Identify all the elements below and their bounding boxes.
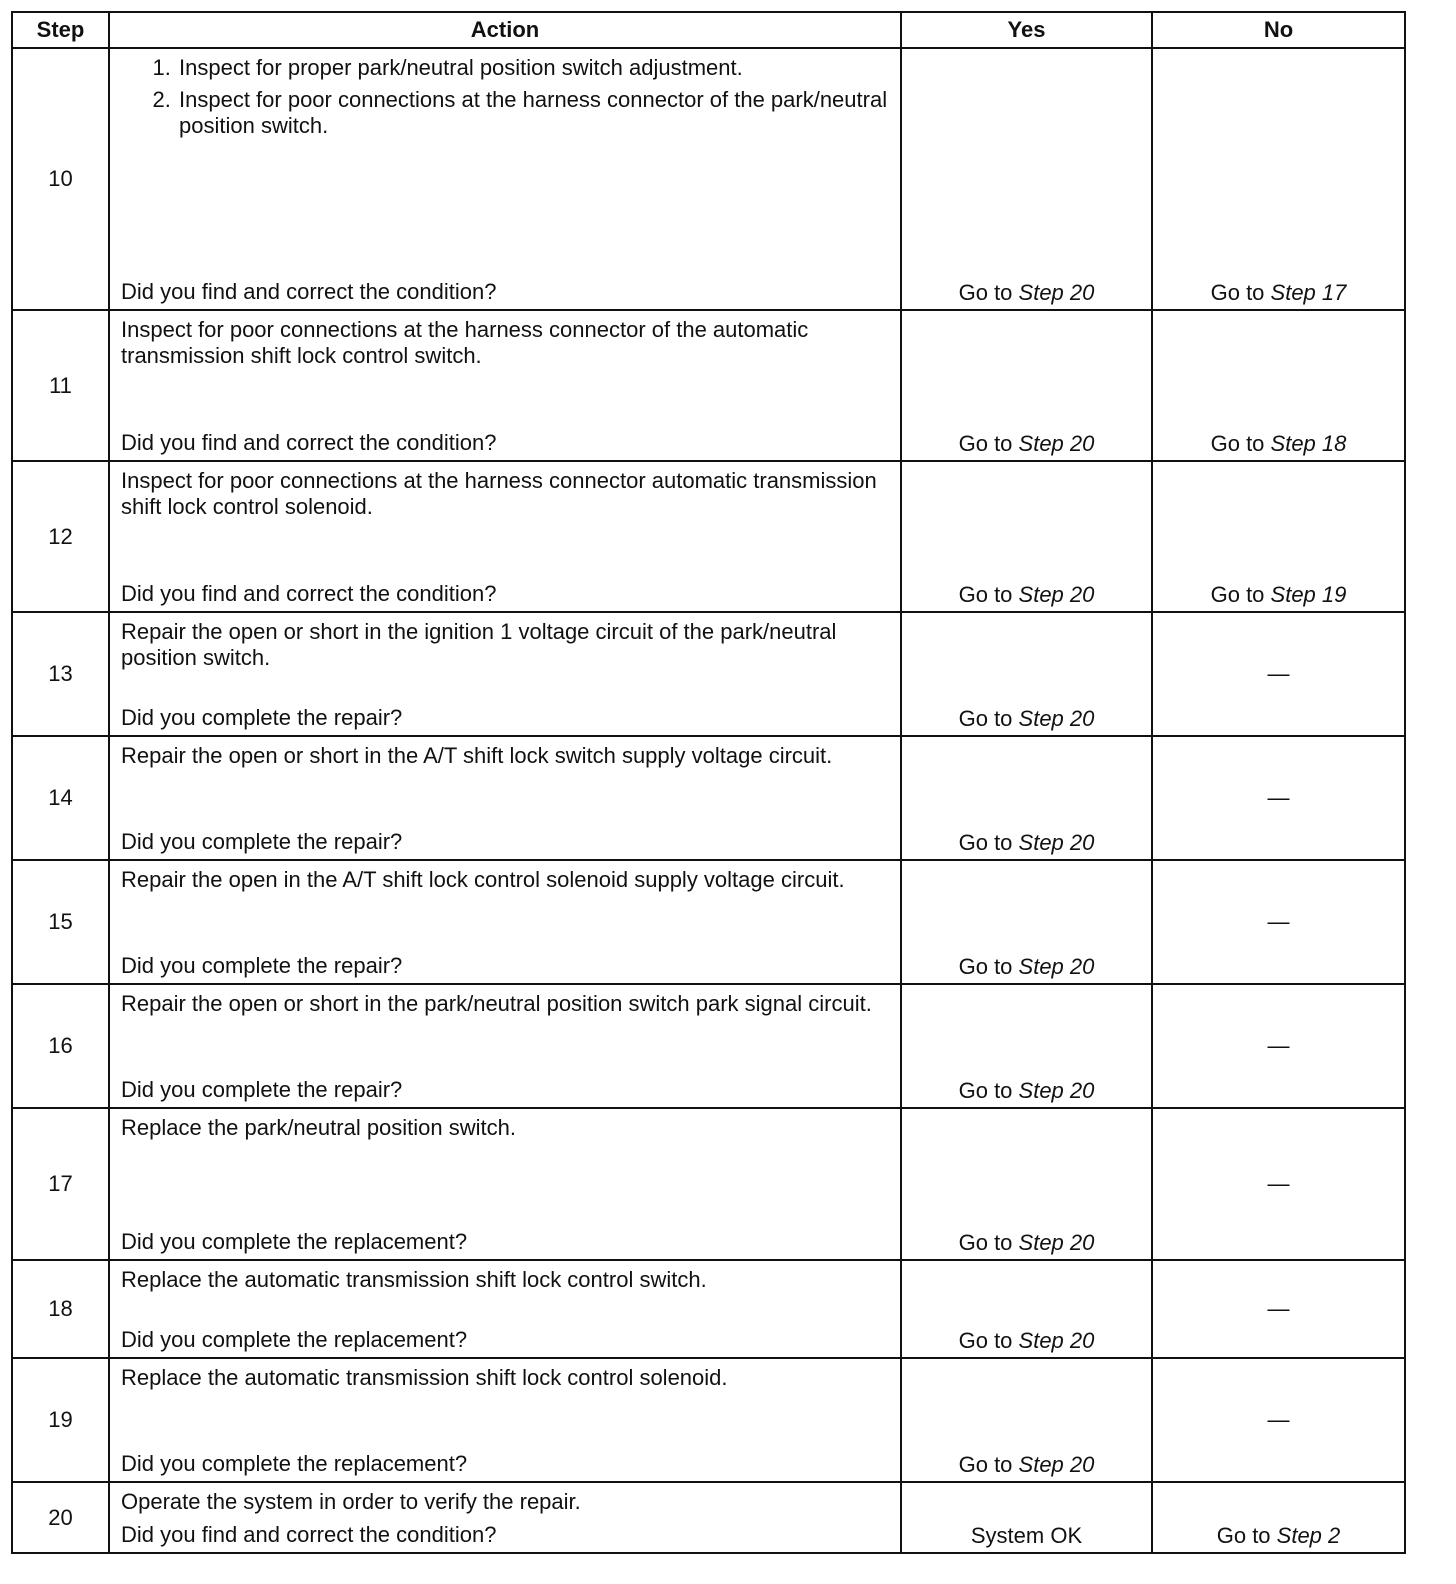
step-reference: Step 2	[1276, 1523, 1341, 1548]
action-cell	[109, 860, 901, 984]
action-list-item: 2. Inspect for poor connections at the harness connector of the park/neutral position switch.	[177, 87, 888, 139]
step-reference: Step 20	[1018, 706, 1095, 731]
step-reference: Step 20	[1018, 1230, 1095, 1255]
step-reference: Step 20	[1018, 1328, 1095, 1353]
action-question: Did you find and correct the condition?	[121, 1522, 497, 1547]
no-dash: —	[1267, 661, 1290, 686]
action-cell	[109, 1482, 901, 1553]
table-row	[12, 461, 1405, 612]
goto-prefix: Go to	[1210, 280, 1271, 305]
yes-goto	[902, 954, 1151, 980]
header-yes: Yes	[901, 12, 1152, 48]
table-row	[12, 310, 1405, 461]
yes-goto	[902, 431, 1151, 457]
step-number: 20	[12, 1482, 109, 1553]
yes-goto	[902, 830, 1151, 856]
no-cell	[1152, 1260, 1405, 1358]
action-text: Repair the open or short in the A/T shift lock switch supply voltage circuit.	[121, 743, 833, 768]
action-question: Did you find and correct the condition?	[121, 279, 497, 304]
goto-prefix: Go to	[958, 706, 1019, 731]
action-question: Did you complete the replacement?	[121, 1229, 468, 1254]
action-text: Replace the automatic transmission shift lock control switch.	[121, 1267, 707, 1292]
action-question: Did you complete the repair?	[121, 1077, 403, 1102]
step-number: 14	[12, 736, 109, 860]
header-step: Step	[12, 12, 109, 48]
step-reference: Step 20	[1018, 1452, 1095, 1477]
action-cell	[109, 310, 901, 461]
yes-cell	[901, 1482, 1152, 1553]
no-dash: —	[1267, 785, 1290, 810]
header-row	[12, 12, 1405, 48]
action-list	[121, 55, 888, 139]
step-number: 15	[12, 860, 109, 984]
yes-goto	[902, 1452, 1151, 1478]
yes-cell	[901, 984, 1152, 1108]
action-question: Did you complete the replacement?	[121, 1327, 468, 1352]
step-reference: Step 20	[1018, 280, 1095, 305]
action-list-item: 1. Inspect for proper park/neutral position switch adjustment.	[177, 55, 888, 81]
action-cell	[109, 1260, 901, 1358]
yes-goto	[902, 280, 1151, 306]
action-question: Did you find and correct the condition?	[121, 430, 497, 455]
goto-prefix: Go to	[958, 830, 1019, 855]
no-dash: —	[1267, 909, 1290, 934]
yes-goto	[902, 1078, 1151, 1104]
action-text: Repair the open or short in the ignition 1 voltage circuit of the park/neutral position switch.	[121, 619, 837, 670]
goto-prefix: Go to	[958, 1078, 1019, 1103]
yes-goto	[902, 1328, 1151, 1354]
yes-goto	[902, 706, 1151, 732]
goto-prefix: Go to	[958, 1452, 1019, 1477]
step-number: 16	[12, 984, 109, 1108]
action-text: Replace the park/neutral position switch.	[121, 1115, 516, 1140]
action-cell	[109, 984, 901, 1108]
action-question: Did you complete the repair?	[121, 705, 403, 730]
action-cell	[109, 736, 901, 860]
goto-prefix: Go to	[958, 954, 1019, 979]
step-number: 11	[12, 310, 109, 461]
goto-prefix: Go to	[1210, 431, 1271, 456]
action-text: Repair the open or short in the park/neutral position switch park signal circuit.	[121, 991, 872, 1016]
step-number: 18	[12, 1260, 109, 1358]
goto-prefix: Go to	[958, 1328, 1019, 1353]
no-cell	[1152, 48, 1405, 310]
yes-cell	[901, 461, 1152, 612]
action-cell	[109, 48, 901, 310]
yes-cell	[901, 1108, 1152, 1260]
step-reference: Step 19	[1270, 582, 1347, 607]
action-text: Inspect for poor connections at the harness connector automatic transmission shift lock control solenoid.	[121, 468, 877, 519]
no-cell	[1152, 1108, 1405, 1260]
action-cell	[109, 1108, 901, 1260]
action-question: Did you find and correct the condition?	[121, 581, 497, 606]
action-question: Did you complete the replacement?	[121, 1451, 468, 1476]
step-reference: Step 20	[1018, 582, 1095, 607]
no-cell	[1152, 461, 1405, 612]
goto-prefix: Go to	[1216, 1523, 1277, 1548]
yes-result: System OK	[970, 1523, 1083, 1548]
no-cell	[1152, 310, 1405, 461]
step-reference: Step 20	[1018, 431, 1095, 456]
action-question: Did you complete the repair?	[121, 829, 403, 854]
action-text: Replace the automatic transmission shift lock control solenoid.	[121, 1365, 728, 1390]
yes-cell	[901, 1260, 1152, 1358]
no-goto	[1153, 1523, 1404, 1549]
step-reference: Step 20	[1018, 1078, 1095, 1103]
no-goto	[1153, 582, 1404, 608]
table-row	[12, 1260, 1405, 1358]
step-number: 17	[12, 1108, 109, 1260]
no-goto	[1153, 280, 1404, 306]
step-reference: Step 18	[1270, 431, 1347, 456]
table-row	[12, 48, 1405, 310]
diagnostic-table	[11, 11, 1406, 1554]
no-cell	[1152, 860, 1405, 984]
table-row	[12, 1482, 1405, 1553]
step-number: 10	[12, 48, 109, 310]
yes-cell	[901, 1358, 1152, 1482]
goto-prefix: Go to	[958, 582, 1019, 607]
action-text: Inspect for poor connections at the harness connector of the automatic transmission shift lock control switch.	[121, 317, 809, 368]
yes-cell	[901, 860, 1152, 984]
table-row	[12, 612, 1405, 736]
yes-cell	[901, 48, 1152, 310]
step-number: 19	[12, 1358, 109, 1482]
yes-cell	[901, 310, 1152, 461]
step-number: 12	[12, 461, 109, 612]
action-cell	[109, 461, 901, 612]
no-dash: —	[1267, 1296, 1290, 1321]
no-goto	[1153, 431, 1404, 457]
no-cell	[1152, 612, 1405, 736]
no-cell	[1152, 984, 1405, 1108]
header-action: Action	[109, 12, 901, 48]
no-cell	[1152, 1358, 1405, 1482]
step-number: 13	[12, 612, 109, 736]
table-row	[12, 1358, 1405, 1482]
action-cell	[109, 1358, 901, 1482]
goto-prefix: Go to	[1210, 582, 1271, 607]
table-row	[12, 860, 1405, 984]
step-reference: Step 17	[1270, 280, 1347, 305]
step-reference: Step 20	[1018, 830, 1095, 855]
no-cell	[1152, 1482, 1405, 1553]
no-dash: —	[1267, 1407, 1290, 1432]
table-row	[12, 1108, 1405, 1260]
table-row	[12, 736, 1405, 860]
header-no: No	[1152, 12, 1405, 48]
action-question: Did you complete the repair?	[121, 953, 403, 978]
yes-cell	[901, 736, 1152, 860]
goto-prefix: Go to	[958, 280, 1019, 305]
action-text: Operate the system in order to verify the repair.	[121, 1489, 581, 1514]
yes-goto	[902, 1230, 1151, 1256]
no-cell	[1152, 736, 1405, 860]
yes-goto	[902, 582, 1151, 608]
goto-prefix: Go to	[958, 1230, 1019, 1255]
yes-cell	[901, 612, 1152, 736]
table-row	[12, 984, 1405, 1108]
action-cell	[109, 612, 901, 736]
no-dash: —	[1267, 1171, 1290, 1196]
step-reference: Step 20	[1018, 954, 1095, 979]
no-dash: —	[1267, 1033, 1290, 1058]
goto-prefix: Go to	[958, 431, 1019, 456]
action-text: Repair the open in the A/T shift lock control solenoid supply voltage circuit.	[121, 867, 845, 892]
